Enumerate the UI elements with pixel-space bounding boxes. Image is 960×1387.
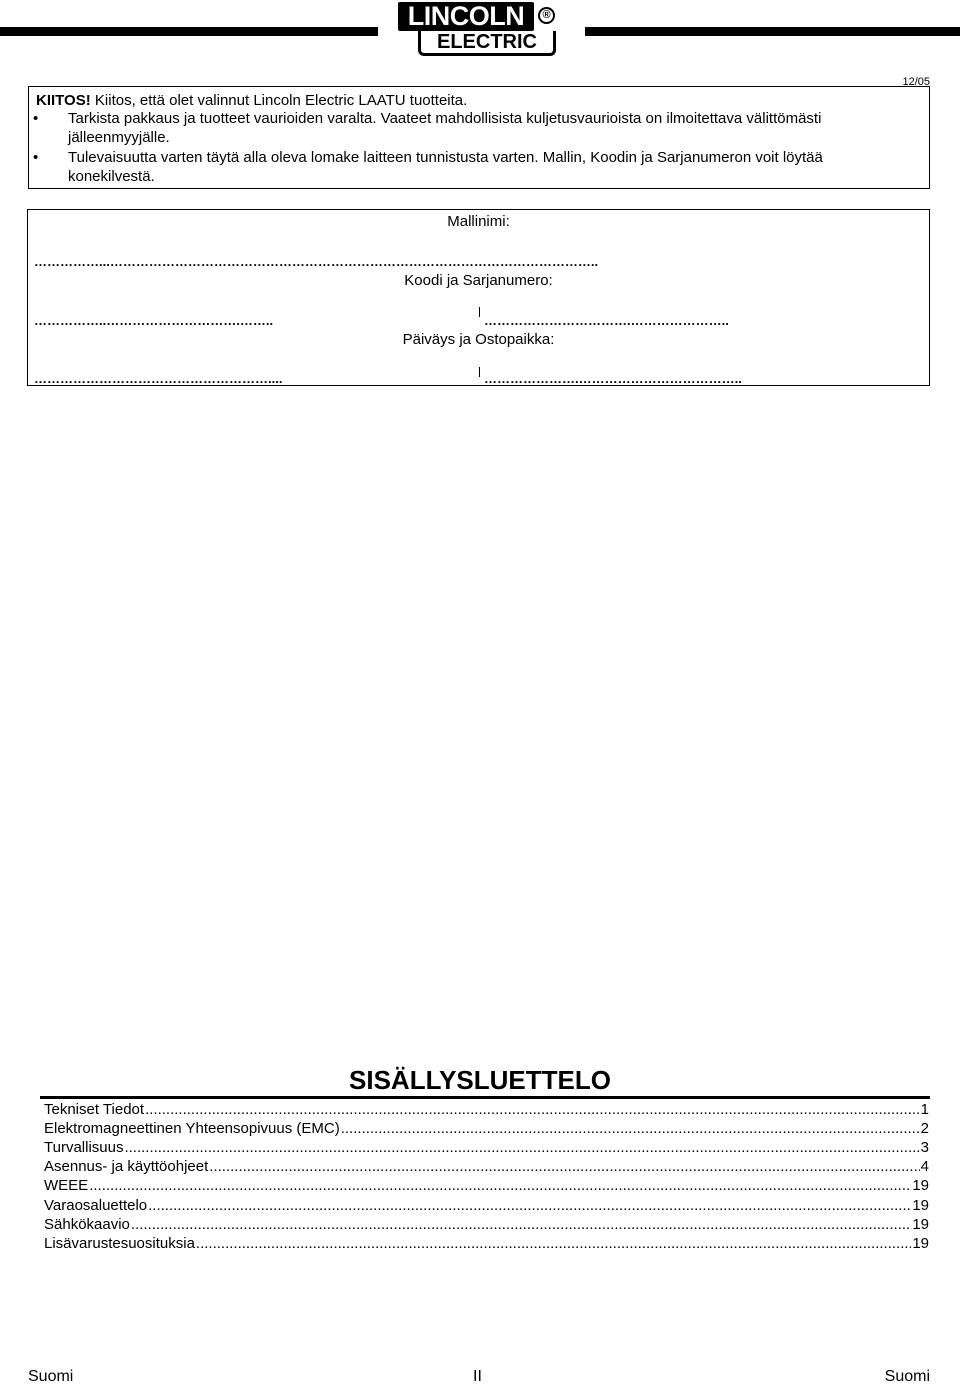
thanks-line	[36, 92, 467, 110]
toc-leader	[89, 1176, 911, 1195]
toc-entry-label: Elektromagneettinen Yhteensopivuus (EMC)	[44, 1120, 340, 1137]
toc-entry-label: Varaosaluettelo	[44, 1197, 148, 1214]
model-name-field[interactable]: ……………...…………………………………………………………………………………………………..	[34, 255, 599, 269]
logo-top-text: LINCOLN	[398, 2, 534, 31]
field-divider	[479, 367, 480, 377]
header-rule-left	[0, 27, 378, 36]
toc-entry[interactable]	[44, 1234, 929, 1253]
toc-entry-page: 3	[920, 1139, 929, 1156]
bullet1-line2: jälleenmyyjälle.	[68, 129, 170, 146]
toc-leader	[124, 1138, 919, 1157]
toc-entry-page: 2	[920, 1120, 929, 1137]
bullet-icon: •	[33, 110, 39, 127]
toc-entry-page: 4	[920, 1158, 929, 1175]
toc-leader	[341, 1119, 920, 1138]
toc-entry[interactable]	[44, 1119, 929, 1138]
toc-entry[interactable]	[44, 1100, 929, 1119]
logo-bottom-text: ELECTRIC	[418, 31, 556, 56]
code-field[interactable]: ……………..………………………….……..	[34, 314, 274, 328]
toc-rule	[40, 1096, 930, 1099]
toc-entry-page: 19	[912, 1216, 929, 1233]
toc-entry-page: 19	[912, 1197, 929, 1214]
toc-entry-label: Lisävarustesuosituksia	[44, 1235, 195, 1252]
date-place-label: Päiväys ja Ostopaikka:	[402, 331, 555, 348]
bullet1-line1: Tarkista pakkaus ja tuotteet vaurioiden varalta. Vaateet mahdollisista kuljetusvaurioista on ilmoitettava välittömästi	[68, 110, 822, 127]
footer-language-left: Suomi	[28, 1368, 74, 1385]
model-name-label: Mallinimi:	[447, 213, 510, 230]
toc-entry[interactable]	[44, 1215, 929, 1234]
footer-language-right: Suomi	[884, 1368, 930, 1385]
thanks-text: Kiitos, että olet valinnut Lincoln Electric LAATU tuotteita.	[90, 92, 468, 109]
purchase-date-field[interactable]: ………………………………………………....	[34, 372, 283, 386]
toc-entry-page: 19	[912, 1235, 929, 1252]
lincoln-electric-logo	[398, 2, 560, 56]
toc-entry-label: Sähkökaavio	[44, 1216, 130, 1233]
serial-number-field[interactable]: …………………………….…………………..	[484, 314, 729, 328]
bullet2-line2: konekilvestä.	[68, 168, 155, 185]
toc-leader	[145, 1100, 920, 1119]
toc-entry-label: Turvallisuus	[44, 1139, 124, 1156]
toc-entry-label: Asennus- ja käyttöohjeet	[44, 1158, 209, 1175]
toc-leader	[209, 1157, 919, 1176]
purchase-place-field[interactable]: ………………….………………………………..	[484, 372, 742, 386]
toc-entry[interactable]	[44, 1196, 929, 1215]
bullet-icon: •	[33, 149, 39, 166]
footer-page-number: II	[473, 1368, 482, 1385]
toc-leader	[196, 1234, 911, 1253]
identification-form	[27, 209, 930, 386]
toc-leader	[131, 1215, 911, 1234]
toc-entry-page: 19	[912, 1177, 929, 1194]
toc-title: SISÄLLYSLUETTELO	[349, 1065, 611, 1095]
field-divider	[479, 307, 480, 317]
toc-entry[interactable]	[44, 1176, 929, 1195]
toc-entry-page: 1	[920, 1101, 929, 1118]
toc-entry[interactable]	[44, 1138, 929, 1157]
header-rule-right	[585, 27, 960, 36]
toc-entry-label: Tekniset Tiedot	[44, 1101, 145, 1118]
toc-entry[interactable]	[44, 1157, 929, 1176]
toc-leader	[148, 1196, 911, 1215]
toc-entry-label: WEEE	[44, 1177, 89, 1194]
bullet2-line1: Tulevaisuutta varten täytä alla oleva lomake laitteen tunnistusta varten. Mallin, Koodin ja Sarjanumeron voit löytää	[68, 149, 823, 166]
registered-mark-icon: ®	[538, 7, 555, 24]
thanks-bold: KIITOS!	[36, 92, 91, 109]
code-serial-label: Koodi ja Sarjanumero:	[404, 272, 553, 289]
date-code: 12/05	[902, 76, 930, 88]
